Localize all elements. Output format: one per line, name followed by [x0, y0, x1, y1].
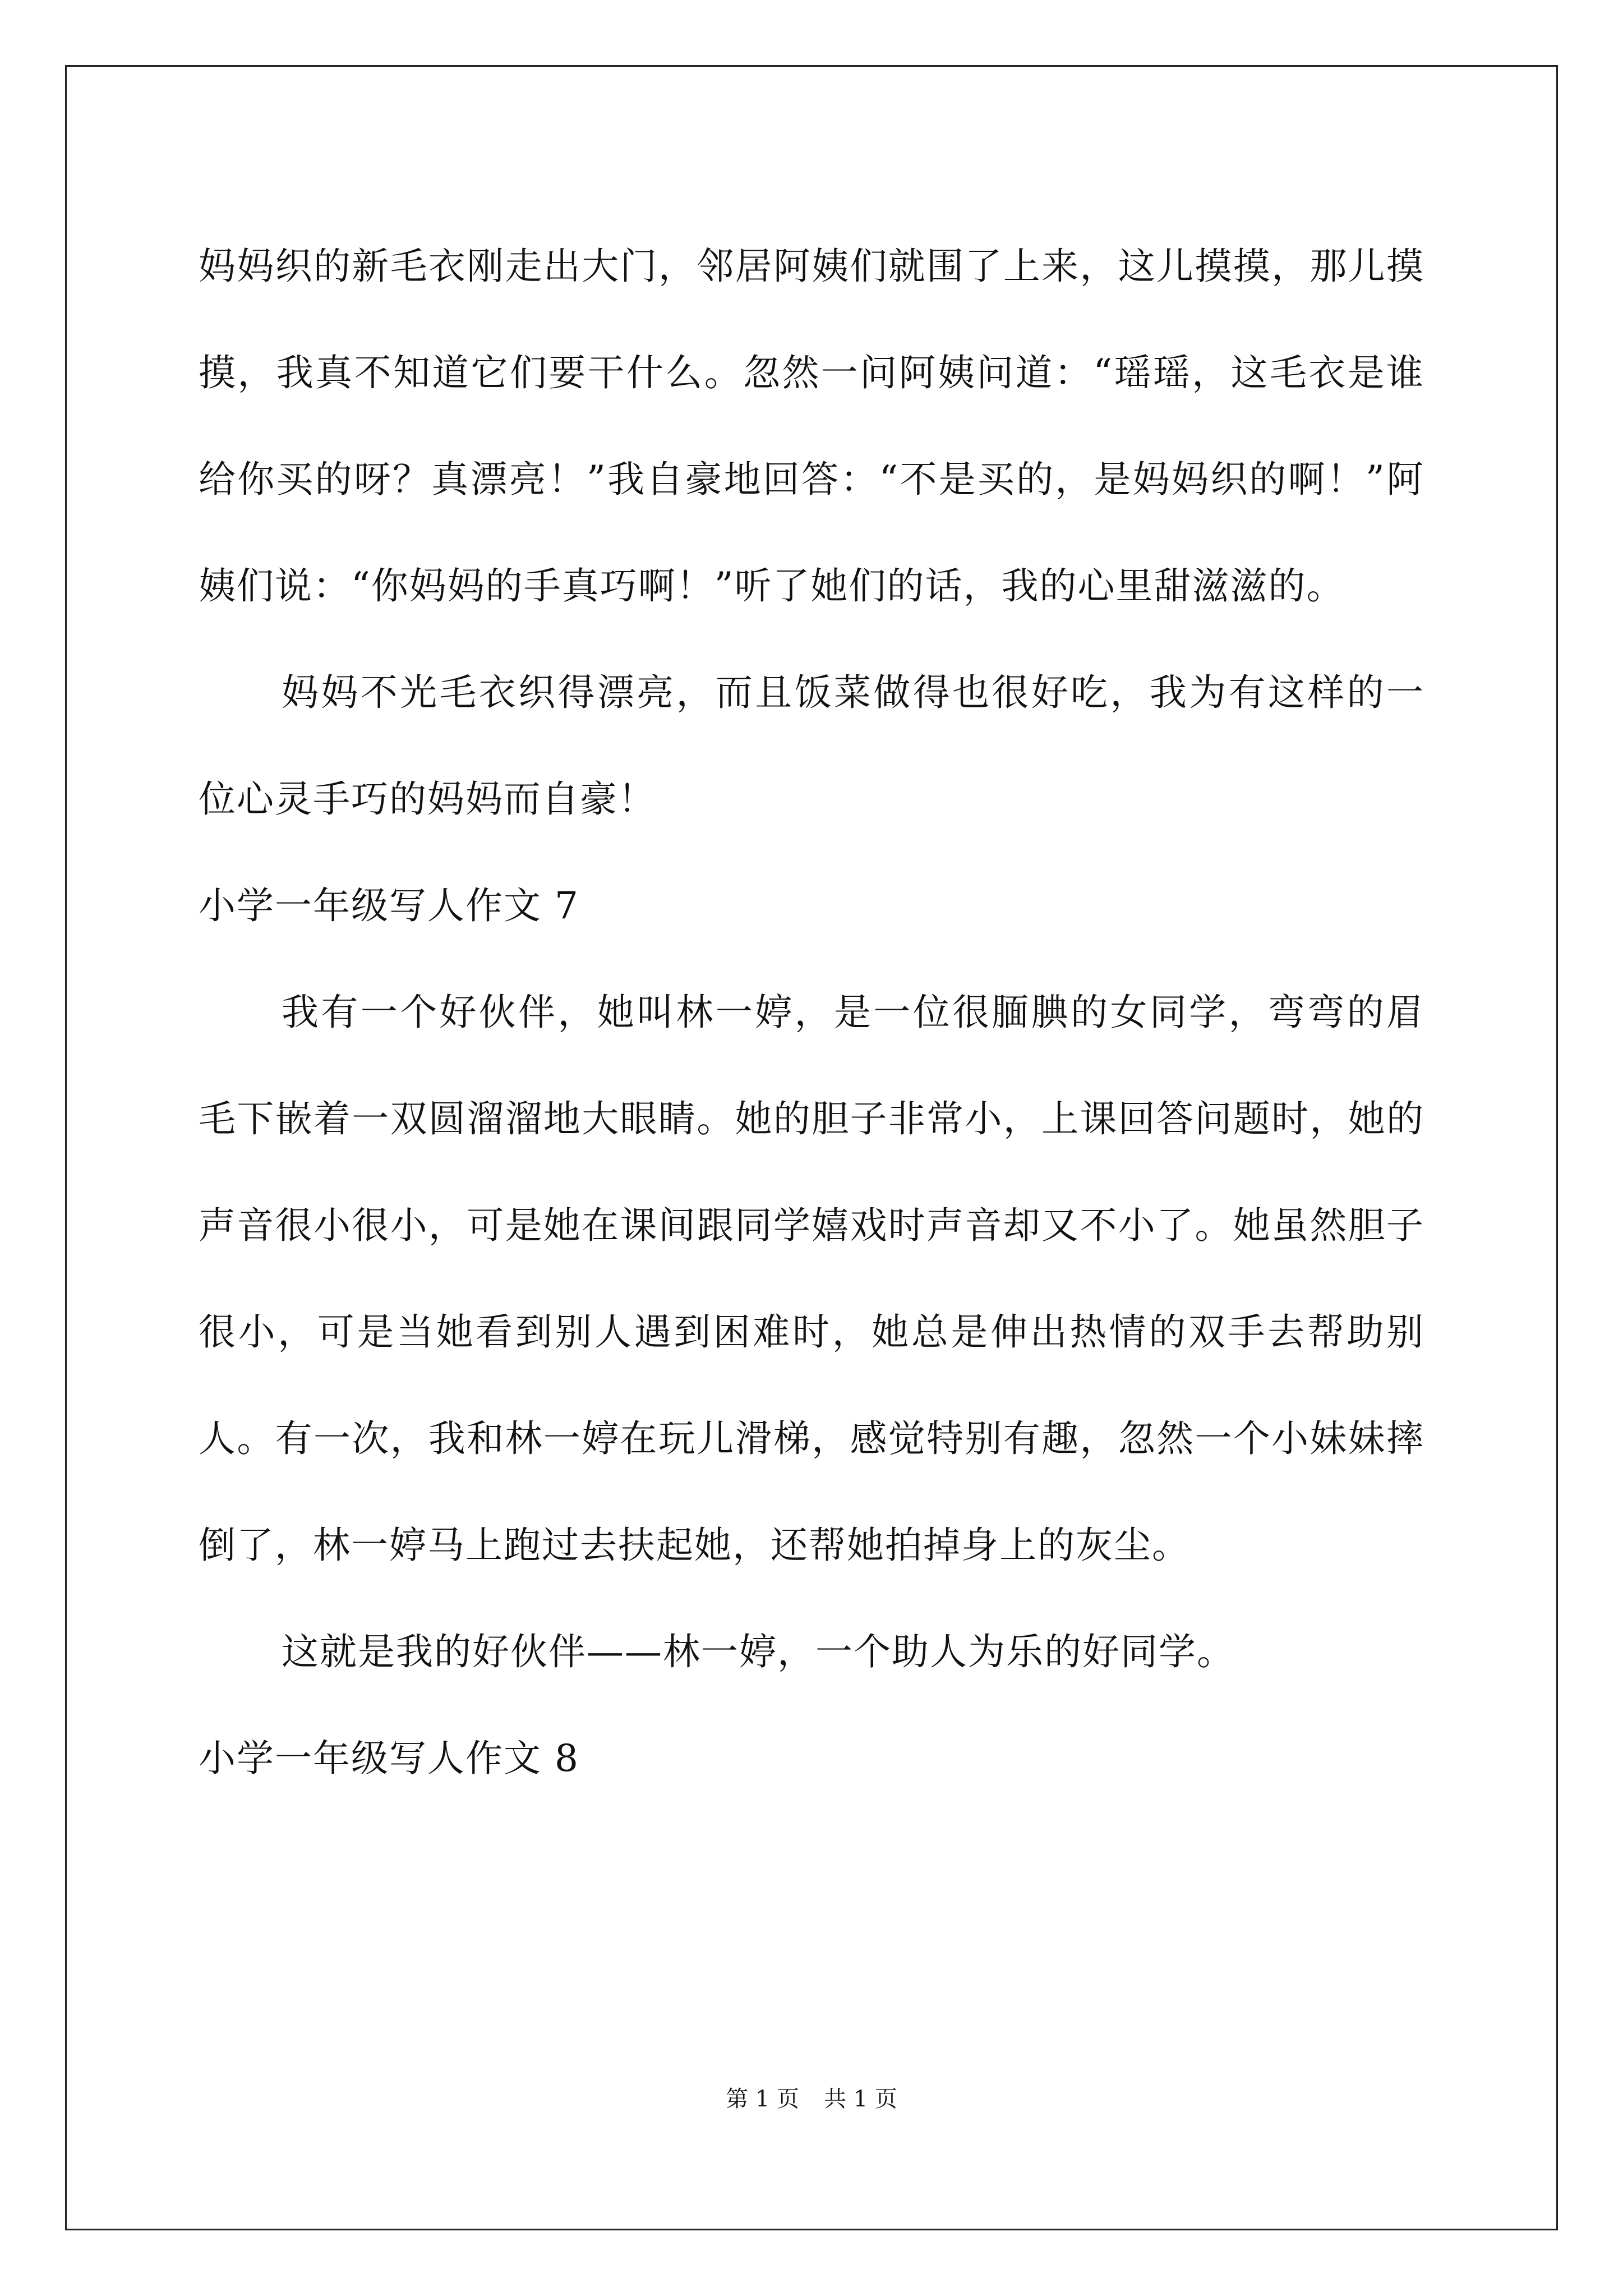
page-total: 共 1 页	[824, 2086, 897, 2112]
paragraph: 我有一个好伙伴，她叫林一婷，是一位很腼腆的女同学，弯弯的眉毛下嵌着一双圆溜溜地大眼睛。她的胆子非常小，上课回答问题时，她的声音很小很小，可是她在课间跟同学嬉戏时声音却又不小了。她虽然胆子很小，可是当她看到别人遇到困难时，她总是伸出热情的双手去帮助别人。有一次，我和林一婷在玩儿滑梯，感觉特别有趣，忽然一个小妹妹摔倒了，林一婷马上跑过去扶起她，还帮她拍掉身上的灰尘。	[199, 991, 1424, 1567]
page-number: 第 1 页	[726, 2086, 799, 2112]
page-footer	[0, 2081, 1623, 2113]
section-heading: 小学一年级写人作文 8	[199, 1737, 579, 1780]
paragraph: 妈妈不光毛衣织得漂亮，而且饭菜做得也很好吃，我为有这样的一位心灵手巧的妈妈而自豪！	[199, 671, 1424, 821]
section-heading: 小学一年级写人作文 7	[199, 884, 579, 927]
paragraph: 妈妈织的新毛衣刚走出大门，邻居阿姨们就围了上来，这儿摸摸，那儿摸摸，我真不知道它们要干什么。忽然一问阿姨问道：“瑶瑶，这毛衣是谁给你买的呀？真漂亮！”我自豪地回答：“不是买的，是妈妈织的啊！”阿姨们说：“你妈妈的手真巧啊！”听了她们的话，我的心里甜滋滋的。	[199, 245, 1424, 608]
document-body	[199, 213, 1424, 1997]
paragraph: 这就是我的好伙伴——林一婷，一个助人为乐的好同学。	[282, 1630, 1235, 1673]
